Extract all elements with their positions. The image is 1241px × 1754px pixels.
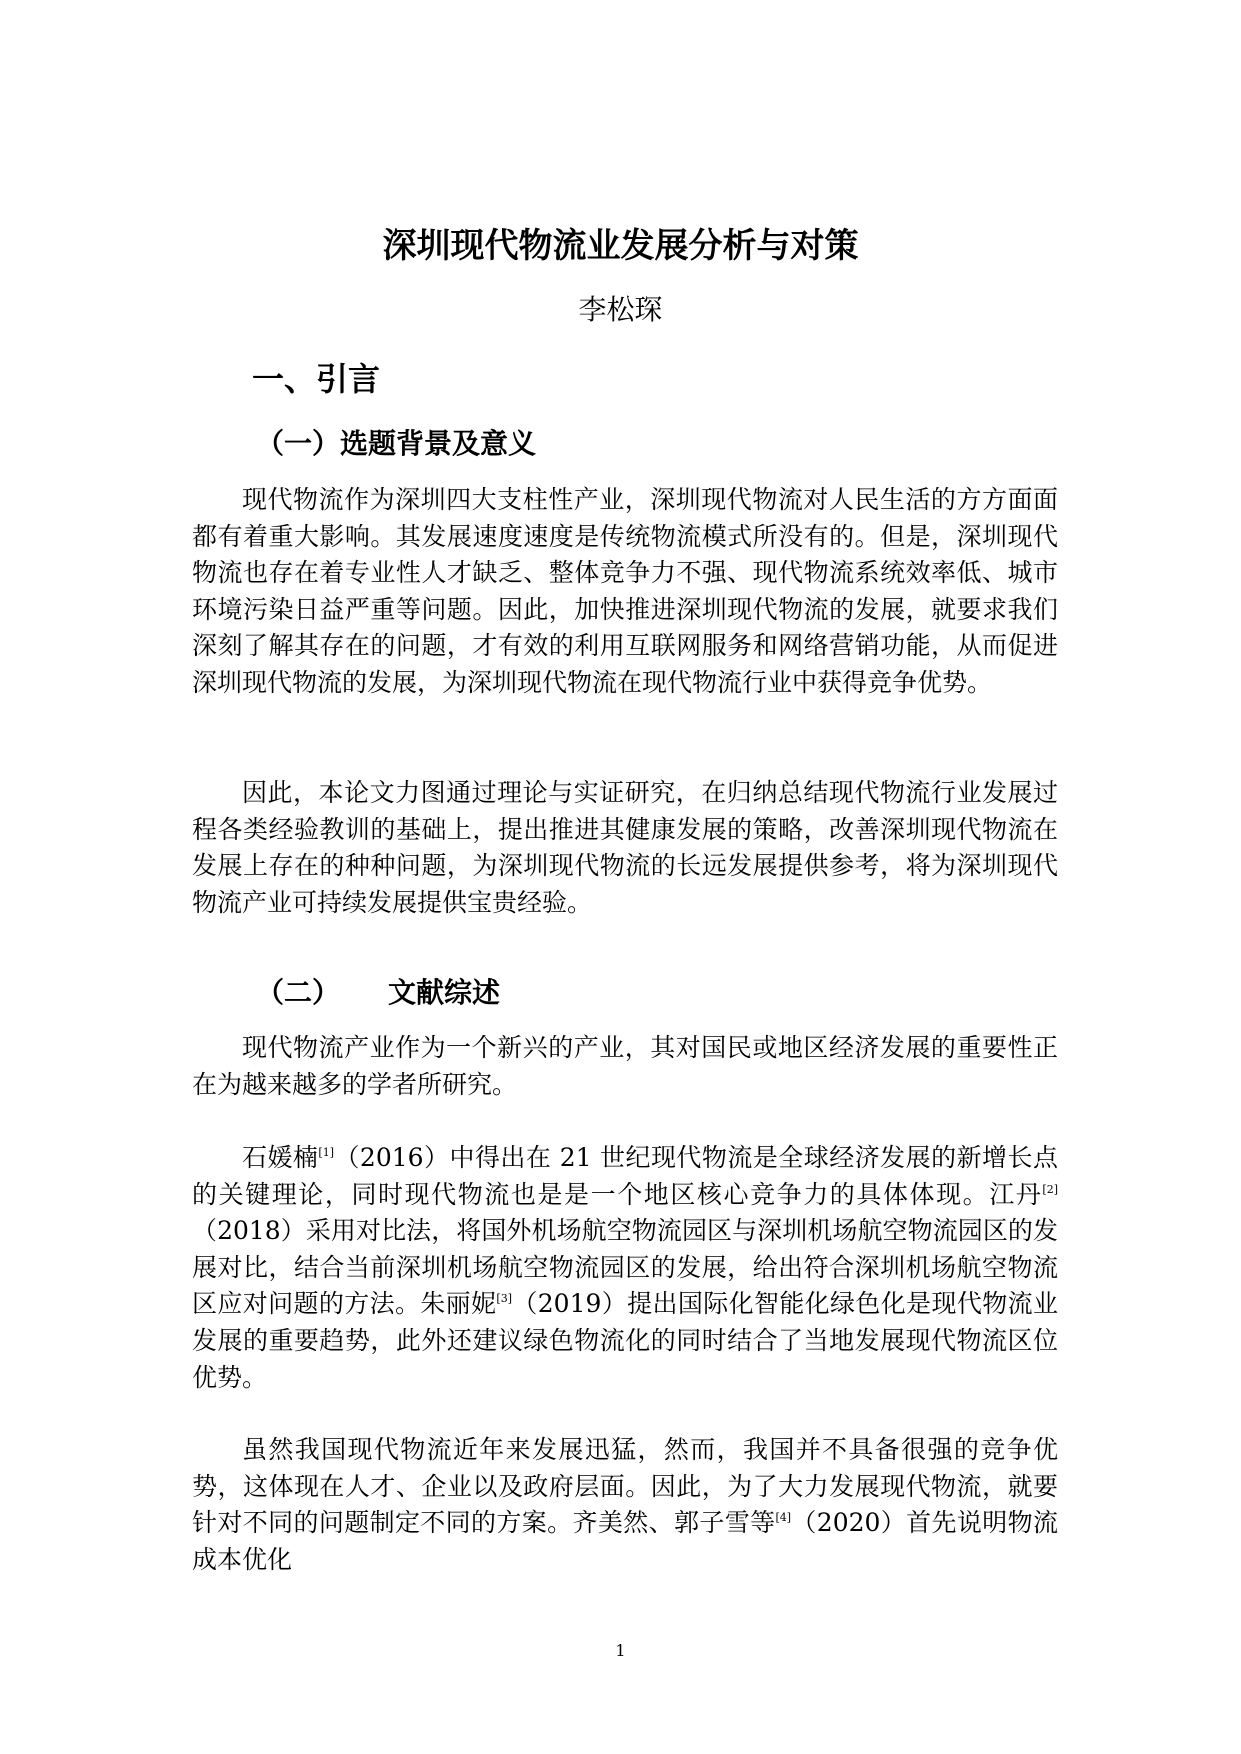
citation-ref-4: [4] bbox=[775, 1511, 792, 1525]
subsection-heading-background: （一）选题背景及意义 bbox=[256, 427, 537, 460]
document-title: 深圳现代物流业发展分析与对策 bbox=[382, 226, 859, 266]
paragraph-background-2: 因此，本论文力图通过理论与实证研究，在归纳总结现代物流行业发展过程各类经验教训的基础上，提出推进其健康发展的策略，改善深圳现代物流在发展上存在的种种问题，为深圳现代物流的长远发展提供参考，将为深圳现代物流产业可持续发展提供宝贵经验。 bbox=[192, 778, 1058, 917]
citation-ref-1: [1] bbox=[318, 1146, 334, 1159]
paragraph-text: 虽然我国现代物流近年来发展迅猛，然而，我国并不具备很强的竞争优势，这体现在人才、企业以及政府层面。因此，为了大力发展现代物流，就要针对不同的问题制定不同的方案。齐美然、郭子雪等 bbox=[192, 1435, 1058, 1538]
paragraph-literature-3 bbox=[192, 1432, 1058, 1578]
subsection-number: （二） bbox=[256, 976, 341, 1009]
section-heading-introduction: 一、引言 bbox=[252, 360, 381, 398]
author-name: 李松琛 bbox=[578, 293, 663, 326]
paragraph-literature-1: 现代物流产业作为一个新兴的产业，其对国民或地区经济发展的重要性正在为越来越多的学者所研究。 bbox=[192, 1033, 1058, 1099]
citation-ref-2: [2] bbox=[1042, 1182, 1058, 1196]
citation-ref-3: [3] bbox=[496, 1292, 513, 1306]
page-number: 1 bbox=[615, 1641, 626, 1660]
paragraph-text: （2018）采用对比法，将国外机场航空物流园区与深圳机场航空物流园区的发展对比，结合当前深圳机场航空物流园区的发展，给出符合深圳机场航空物流区应对问题的方法。朱丽妮 bbox=[192, 1216, 1058, 1319]
paragraph-text: 石媛楠 bbox=[242, 1143, 319, 1172]
paragraph-background-1: 现代物流作为深圳四大支柱性产业，深圳现代物流对人民生活的方方面面都有着重大影响。其发展速度速度是传统物流模式所没有的。但是，深圳现代物流也存在着专业性人才缺乏、整体竞争力不强、现代物流系统效率低、城市环境污染日益严重等问题。因此，加快推进深圳现代物流的发展，就要求我们深刻了解其存在的问题，才有效的利用互联网服务和网络营销功能，从而促进深圳现代物流的发展，为深圳现代物流在现代物流行业中获得竞争优势。 bbox=[192, 485, 1058, 697]
paragraph-text: （2020）首先说明物流成本优化 bbox=[192, 1508, 1058, 1574]
paragraph-literature-2 bbox=[192, 1140, 1058, 1396]
paragraph-text: （2019）提出国际化智能化绿色化是现代物流业发展的重要趋势，此外还建议绿色物流化的同时结合了当地发展现代物流区位优势。 bbox=[192, 1289, 1058, 1392]
subsection-title: 文献综述 bbox=[388, 976, 501, 1009]
paragraph-text: （2016）中得出在 21 世纪现代物流是全球经济发展的新增长点的关键理论，同时现代物流也是是一个地区核心竞争力的具体体现。江丹 bbox=[192, 1143, 1058, 1209]
subsection-heading-literature-review bbox=[256, 973, 500, 1013]
